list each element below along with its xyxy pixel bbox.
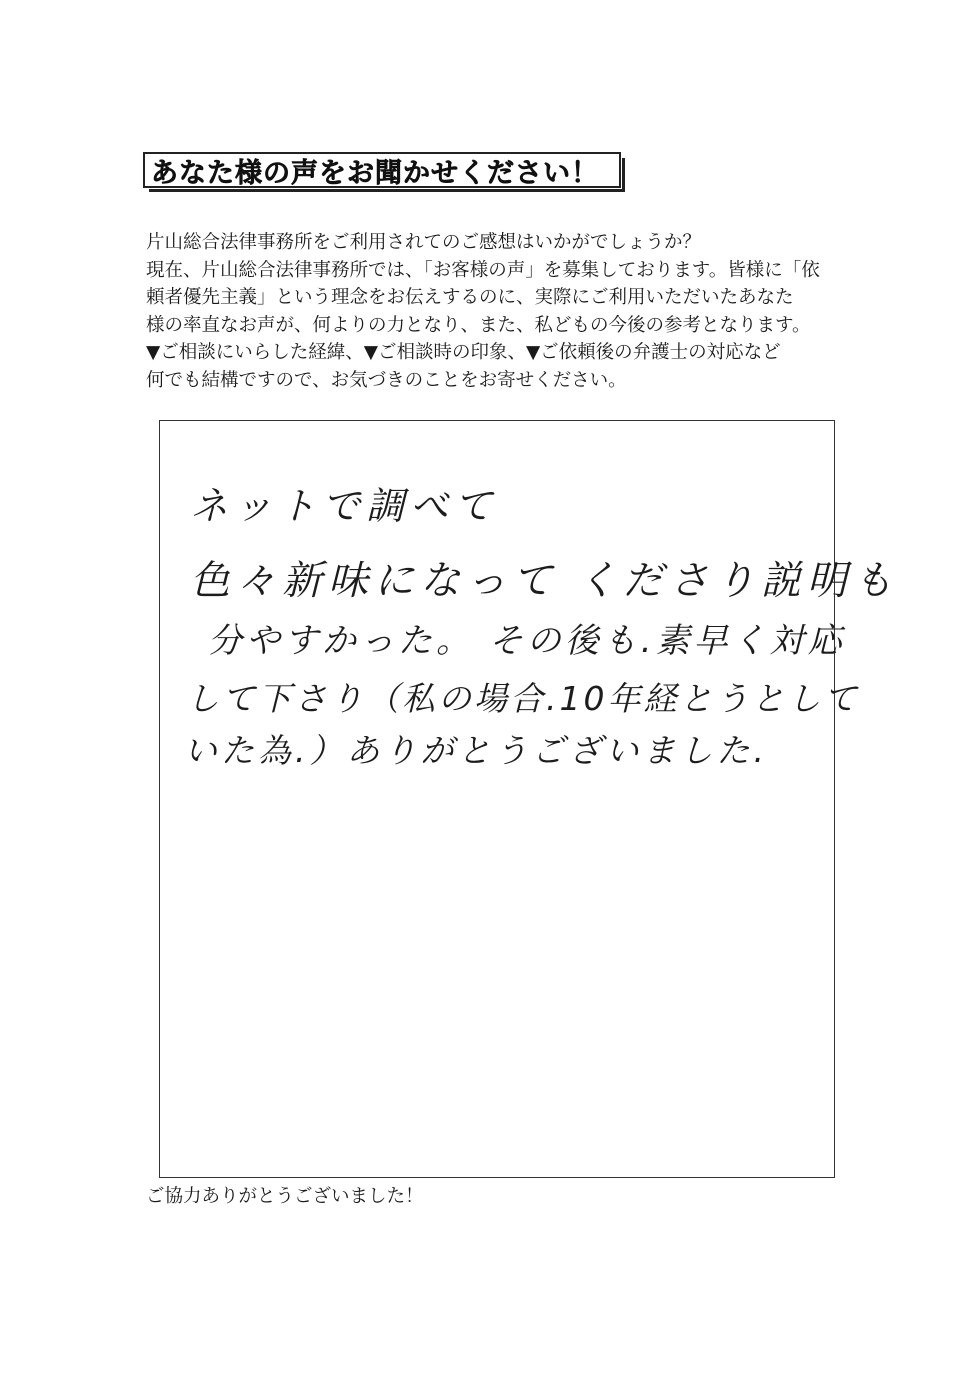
intro-line: 頼者優先主義」という理念をお伝えするのに、実際にご利用いただいたあなた [146,287,794,308]
intro-line: 様の率直なお声が、何よりの力となり、また、私どもの今後の参考となります。 [146,314,811,336]
handwritten-answer-box [159,420,899,1178]
footer-thanks: ご協力ありがとうございました！ [146,1186,424,1207]
intro-line: 片山総合法律事務所をご利用されてのご感想はいかがでしょうか？ [146,232,702,253]
intro-line: ▼ご相談にいらした経緯、▼ご相談時の印象、▼ご依頼後の弁護士の対応など [146,342,781,363]
handwritten-line: 分やすかった。 その後も.素早く対応 [208,621,846,661]
page-title: あなた様の声をお聞かせください！ [151,157,599,189]
intro-line: 何でも結構ですので、お気づきのことをお寄せください。 [146,369,627,391]
handwritten-line: ネットで調べて [190,484,499,528]
intro-line: 現在、片山総合法律事務所では、「お客様の声」を募集しております。皆様に「依 [146,259,820,281]
handwritten-line: 色々新味になって くださり説明も [190,558,899,604]
handwritten-line: して下さり（私の場合.10年経とうとして [186,679,860,718]
title-box [143,152,621,188]
handwritten-line: いた為.）ありがとうございました. [184,731,768,770]
intro-paragraph [146,229,846,394]
